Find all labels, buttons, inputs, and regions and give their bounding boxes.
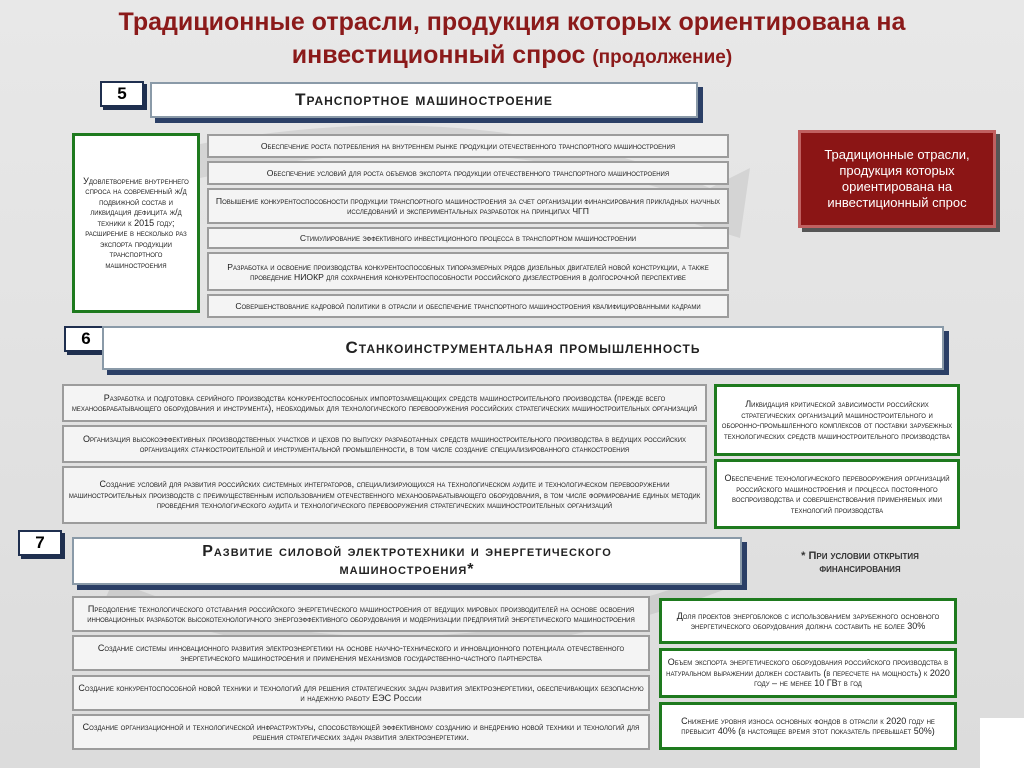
section-7-number: 7 [18,530,62,556]
section-7-header [72,537,742,585]
section-5-measure-2: Обеспечение условий для роста объемов экспорта продукции отечественного транспортного машиностроения [207,161,729,185]
section-7-goal-2: Объем экспорта энергетического оборудования российского производства в натуральном выражении должен составить (в пересчете на мощность) к 2020 году – не менее 10 ГВт в год [659,648,957,698]
section-6-number: 6 [64,326,108,352]
summary-box: Традиционные отрасли, продукция которых ориентирована на инвестиционный спрос [798,130,996,228]
slide-title [10,6,1014,74]
title-line-2-main: инвестиционный спрос [291,41,586,69]
section-7-goal-1: Доля проектов энергоблоков с использованием зарубежного основного энергетического оборудования должна составить не более 30% [659,598,957,644]
section-5-number: 5 [100,81,144,107]
section-7-measure-1: Преодоление технологического отставания российского энергетического машиностроения от ведущих мировых производителей на основе освоения инновационных разработок высокотехнологичного энергоэффективного оборудования и модернизации предприятий энергетического машиностроения [72,596,650,632]
section-6-measure-2: Организация высокоэффективных производственных участков и цехов по выпуску разработанных средств машиностроительного производства в ведущих российских организациях станкостроительной и инструментальной промышленности, в том числе создание специализированного станкостроения [62,425,707,463]
section-5-measure-6: Совершенствование кадровой политики в отрасли и обеспечение транспортного машиностроения квалифицированными кадрами [207,294,729,318]
section-6-header: Станкоинструментальная промышленность [102,326,944,370]
section-7-measure-3: Создание конкурентоспособной новой техники и технологий для решения стратегических задач развития электроэнергетики, обеспечивающих безопасную и надежную работу ЕЭС России [72,675,650,711]
section-5-measure-3: Повышение конкурентоспособности продукции транспортного машиностроения за счет организации финансирования прикладных научных исследований и экспериментальных разработок на принципах ЧГП [207,188,729,224]
section-5-goal-box: Удовлетворение внутреннего спроса на современный ж/д подвижной состав и ликвидация дефицита ж/д техники к 2015 году; расширение в несколько раз экспорта продукции транспортного машиностроения [72,133,200,313]
title-line-2 [10,39,1014,74]
section-5-header: Транспортное машиностроение [150,82,698,118]
section-7-measure-4: Создание организационной и технологической инфраструктуры, способствующей эффективному созданию и внедрению новой техники и технологий для решения стратегических задач развития электроэнергетики. [72,714,650,750]
section-7-measure-2: Создание системы инновационного развития электроэнергетики на основе научно-технического и инновационного потенциала отечественного энергетического машиностроения и применения механизмов государственно-частного партнерства [72,635,650,671]
section-7-header-line-1: Развитие силовой электротехники и энергетического [202,543,612,560]
section-7-header-line-2: машиностроения* [339,561,475,578]
section-5-measure-4: Стимулирование эффективного инвестиционного процесса в транспортном машиностроении [207,227,729,249]
financing-footnote: * При условии открытия финансирования [801,550,919,575]
section-6-measure-1: Разработка и подготовка серийного производства конкурентоспособных импортозамещающих средств машиностроительного производства (прежде всего механообрабатывающего оборудования и инструмента), необходимых для технологического перевооружения российских стратегических машиностроительных организаций [62,384,707,422]
title-suffix: (продолжение) [592,47,733,68]
title-line-1: Традиционные отрасли, продукция которых ориентирована на [118,8,906,36]
corner-decoration [980,718,1024,768]
section-5-measure-1: Обеспечение роста потребления на внутреннем рынке продукции отечественного транспортного машиностроения [207,134,729,158]
section-6-measure-3: Создание условий для развития российских системных интеграторов, специализирующихся на технологическом аудите и технологическом перевооружении машиностроительных производств с преимущественным использованием отечественного механообрабатывающего оборудования, в том числе формирование единых методик проведения технологического аудита и технологического перевооружения стратегических машиностроительных организаций [62,466,707,524]
section-5-measure-5: Разработка и освоение производства конкурентоспособных типоразмерных рядов дизельных двигателей новой конструкции, а также проведение НИОКР для сохранения конкурентоспособности российского дизелестроения в долгосрочной перспективе [207,252,729,291]
section-6-goal-1: Ликвидация критической зависимости российских стратегических организаций машиностроительного и оборонно-промышленного комплексов от поставки зарубежных технологических средств машиностроительного производства [714,384,960,456]
section-6-goal-2: Обеспечение технологического перевооружения организаций российского машиностроения и процесса постоянного воспроизводства и совершенствования применяемых ими технологий производства [714,459,960,529]
section-7-goal-3: Снижение уровня износа основных фондов в отрасли к 2020 году не превысит 40% (в настоящее время этот показатель превышает 50%) [659,702,957,750]
